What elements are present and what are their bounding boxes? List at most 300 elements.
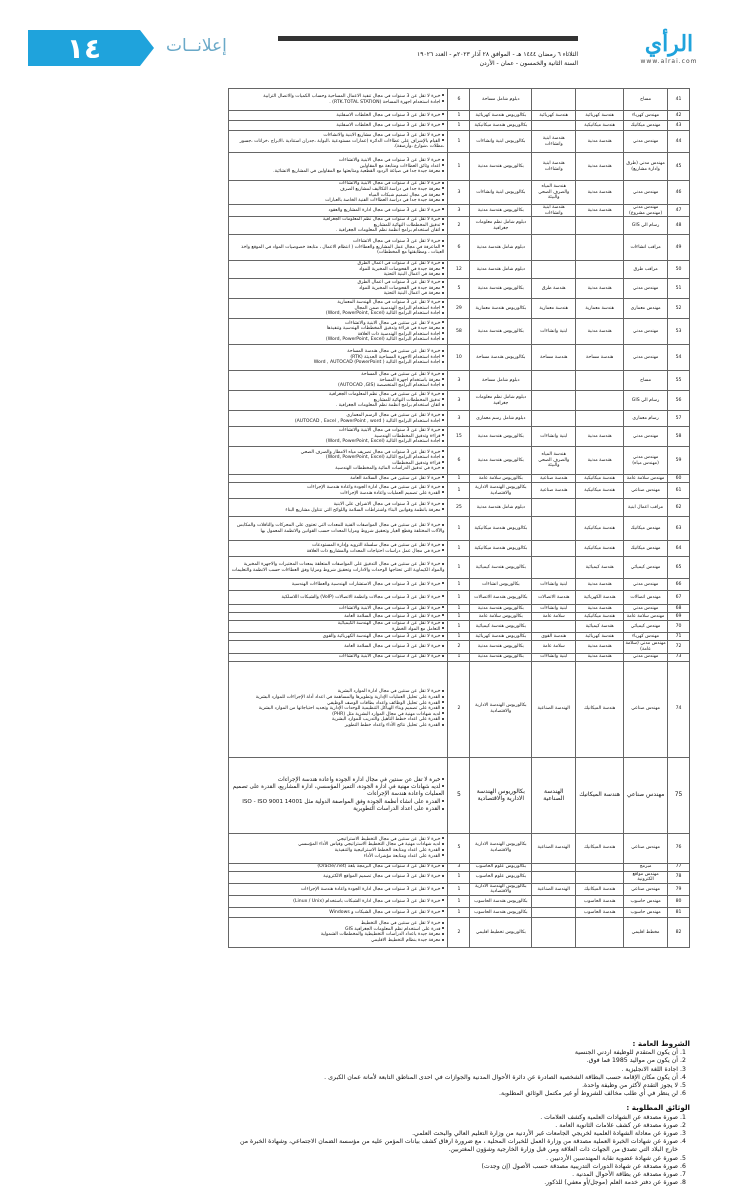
vacancy-count: 58 <box>448 319 470 345</box>
specialization: هندسة الميكانيك <box>576 883 624 895</box>
job-title: مهندس ميكانيك <box>624 541 668 557</box>
qualification: دبلوم شامل نظم معلومات جغرافية <box>470 217 532 235</box>
requirement-line <box>231 523 444 534</box>
vacancy-count: 12 <box>448 261 470 279</box>
specialization: هندسة ميكانيكية <box>576 517 624 541</box>
qualification: بكالوريوس هندسة مساحة <box>470 345 532 371</box>
requirement-text: اجادة استخدام البرامج التالية (Word, PowerPoint, Excel) <box>325 455 441 461</box>
requirement-text: خبرة لا تقل عن 3 سنوات في مجال ادارة الشبكات باستخدام (Linux / Unix) <box>293 898 441 904</box>
table-row <box>229 833 690 863</box>
row-number: 45 <box>668 153 690 181</box>
qualification: بكالوريوس هندسة الاتصالات <box>470 591 532 605</box>
vacancy-count: 1 <box>448 621 470 633</box>
bullet-icon <box>442 373 444 375</box>
bullet-icon <box>442 456 444 458</box>
bullet-icon <box>442 208 444 210</box>
specialization: هندسة مدنية <box>576 181 624 205</box>
requirement-text: خبرة لا تقل عن ستتين في مجال الابنية والانشاءات <box>344 320 441 326</box>
job-title: مهندس مدني (طرق وادارة مشاريع) <box>624 153 668 181</box>
requirement-line <box>231 614 444 620</box>
table-row <box>229 111 690 121</box>
table-row <box>229 475 690 483</box>
sub-specialization: هندسة مساحة <box>532 345 576 371</box>
bullet-icon <box>442 563 444 565</box>
requirement-text: اجادة استخدام البرامج التالية (Word, PowerPoint, Excel) <box>325 439 441 445</box>
job-requirements <box>229 871 448 883</box>
job-title: مهندس مدني <box>624 427 668 447</box>
job-title: مهندس مدني <box>624 579 668 591</box>
specialization: هندسة مدنية <box>576 653 624 661</box>
requirement-line <box>231 723 444 729</box>
qualification: بكالوريوس هندسة مدنية <box>470 279 532 299</box>
specialization <box>576 411 624 427</box>
requirement-text: اجادة استخدام الاجهزة المساحية الحديثة (RTK) <box>350 354 441 360</box>
bullet-icon <box>442 778 444 780</box>
job-title: مهندس كيميائي <box>624 621 668 633</box>
table-row <box>229 205 690 217</box>
job-requirements <box>229 917 448 947</box>
job-title: مهندس مدني <box>624 279 668 299</box>
job-requirements <box>229 319 448 345</box>
specialization: هندسة كيميائية <box>576 621 624 633</box>
requirement-line <box>231 938 444 944</box>
bullet-icon <box>442 690 444 692</box>
general-condition-item: 6. لن ينظر في أي طلب مخالف للشروط أو غير مكتمل الوثائق المطلوبة. <box>232 1090 678 1098</box>
qualification: دبلوم شامل مساحة <box>470 89 532 111</box>
job-title: مساح <box>624 371 668 391</box>
requirement-text: خبرة لا تقل عن 3 سنوات في مجال البرمجة بلغة (Oracle/.net) <box>317 864 441 870</box>
job-requirements <box>229 557 448 579</box>
bullet-icon <box>442 865 444 867</box>
bullet-icon <box>442 327 444 329</box>
vacancy-count: 6 <box>448 447 470 475</box>
row-number: 69 <box>668 613 690 621</box>
sub-specialization: ابنية وانشاءات <box>532 579 576 591</box>
requirement-line <box>231 887 444 893</box>
sub-specialization: هندسة ابنية وانشاءات <box>532 205 576 217</box>
bullet-icon <box>442 321 444 323</box>
requirement-line <box>231 360 444 366</box>
sub-specialization: سلامة عامة <box>532 613 576 621</box>
row-number: 82 <box>668 917 690 947</box>
sub-specialization <box>532 371 576 391</box>
specialization: هندسة مدنية <box>576 319 624 345</box>
bullet-icon <box>442 544 444 546</box>
bullet-icon <box>442 450 444 452</box>
bullet-icon <box>442 306 444 308</box>
requirement-text: خبرة لا تقل عن 3 سنوات في مجالات وانظمة الاتصالات (VoIP) والشبكات اللاسلكية <box>281 594 441 600</box>
row-number: 79 <box>668 883 690 895</box>
requirement-text: خبرة لا تقل عن 3 سنوات في مجال ادارة المشاريع والعقود <box>328 207 441 213</box>
requirement-text: خبرة في تدقيق الدراسات المائية والمخططات الهندسية <box>335 466 441 472</box>
row-number: 78 <box>668 871 690 883</box>
qualification: بكالوريوس هندسة مدنية <box>470 153 532 181</box>
requirement-line <box>231 311 444 317</box>
requirement-line <box>231 245 444 256</box>
job-title: مهندس حاسوب <box>624 895 668 907</box>
job-requirements <box>229 371 448 391</box>
general-conditions-list <box>232 1049 678 1098</box>
job-requirements <box>229 299 448 319</box>
qualification: بكالوريوس هندسة مدنية <box>470 447 532 475</box>
bullet-icon <box>442 123 444 125</box>
specialization <box>576 89 624 111</box>
requirement-text: القدرة على اعداد ومتابعة الخطط الاستراتيجية والتنفيذية <box>334 848 441 854</box>
table-row <box>229 121 690 131</box>
sub-specialization <box>532 121 576 131</box>
table-row <box>229 871 690 883</box>
sub-specialization <box>532 411 576 427</box>
requirement-line <box>231 606 444 612</box>
table-row <box>229 427 690 447</box>
vacancy-count: 2 <box>448 217 470 235</box>
required-document-item: 6. صورة مصدقة عن شهادة الدورات التدريبية مصدقة حسب الأصول (إن وجدت) <box>232 1163 678 1171</box>
requirement-text: القدرة على تحليل الوظائف واعداد بطاقات الوصف الوظيفي <box>327 700 441 706</box>
table-row <box>229 621 690 633</box>
specialization: هندسة مدنية <box>576 447 624 475</box>
row-number: 76 <box>668 833 690 863</box>
bullet-icon <box>442 218 444 220</box>
qualification: دبلوم شامل رسم معماري <box>470 411 532 427</box>
table-row <box>229 371 690 391</box>
table-row <box>229 89 690 111</box>
requirement-line <box>231 198 444 204</box>
row-number: 47 <box>668 205 690 217</box>
row-number: 55 <box>668 371 690 391</box>
requirement-line <box>231 476 444 482</box>
vacancy-count: 2 <box>448 917 470 947</box>
job-title: رسام الي GIS <box>624 217 668 235</box>
requirement-text: التعامل مع المواد الخطرة <box>392 626 441 632</box>
requirement-line <box>231 337 444 343</box>
specialization: هندسة ميكانيكية <box>576 121 624 131</box>
requirement-text: لديه شهادات مهنية في مجال التخطيط الاستراتيجي وقياس الأداء المؤسسي <box>298 842 441 848</box>
requirement-text: خبرة لا تقل عن 3 سنوات في مجال الابنية والانشاءات <box>338 605 441 611</box>
bullet-icon <box>442 627 444 629</box>
qualification: دبلوم شامل نظم معلومات جغرافية <box>470 391 532 411</box>
vacancy-count: 1 <box>448 633 470 641</box>
table-row <box>229 235 690 261</box>
vacancy-count: 3 <box>448 411 470 427</box>
row-number: 65 <box>668 557 690 579</box>
section-title: إعلانــات <box>166 36 227 56</box>
job-requirements <box>229 633 448 641</box>
table-row <box>229 541 690 557</box>
row-number: 62 <box>668 499 690 517</box>
job-requirements <box>229 863 448 871</box>
requirement-line <box>231 864 444 870</box>
requirement-text: خبرة لا تقل عن سنتين في مجال سلسلة التزويد وإدارة المستودعات <box>311 543 441 549</box>
bullet-icon <box>442 491 444 493</box>
job-requirements <box>229 235 448 261</box>
job-requirements <box>229 833 448 863</box>
sub-specialization: ابنية وانشاءات <box>532 653 576 661</box>
specialization: هندسة ميكانيكية <box>576 541 624 557</box>
specialization <box>576 391 624 411</box>
requirement-text: القدرة على تصميم العمليات واعادة هندسة الإجراءات <box>340 490 441 496</box>
requirement-text: القيام بالإشراف على عطاءات الدائرة (عمارات مستودعية ،البوابة ،جدران استنادية ،الابراج ،خزانات ،جسور ،مظلات ،شوارع ،وأرصفة). <box>239 138 445 150</box>
requirement-text: اجادة استخدام البرامج التالية ( Word , AUTOCAD (PowerPoint <box>313 360 441 366</box>
job-title: مهندس صناعي <box>624 483 668 499</box>
job-requirements <box>229 447 448 475</box>
requirement-text: اتقان استخدام برامج انظمة نظم المعلومات الجغرافية . <box>335 228 441 234</box>
job-title: مهندس مدني <box>624 653 668 661</box>
job-requirements <box>229 181 448 205</box>
row-number: 71 <box>668 633 690 641</box>
page-header <box>28 30 702 74</box>
sub-specialization: هندسة القوى <box>532 633 576 641</box>
bullet-icon <box>442 476 444 478</box>
requirement-text: خبرة لا تقل عن سنتين في مجال نظم المعلومات الجغرافية <box>329 392 441 398</box>
requirement-text: اجادة استخدام البرامج المتخصصة (AUTOCAD ,GIS) <box>338 383 441 389</box>
requirement-text: اجادة استخدام البرامج الهندسية ذات العلاقة <box>357 331 441 337</box>
requirement-text: خبرة لا تقل عن سنتين في مجال التخطيط <box>360 921 441 927</box>
job-title: مهندس صناعي <box>624 833 668 863</box>
requirement-text: معرفة جيدة بنظام التخطيط الاقليمي <box>370 938 441 944</box>
requirement-line <box>231 806 444 813</box>
bullet-icon <box>442 393 444 395</box>
sub-specialization: هندسة المياه والصرف الصحي والبيئة <box>532 181 576 205</box>
bullet-icon <box>442 187 444 189</box>
requirement-text: خبرة لا تقل عن 3 سنوات في مجال الهندسة المعمارية <box>337 300 441 306</box>
bullet-icon <box>442 635 444 637</box>
qualification: بكالوريوس تخطيط اقليمي <box>470 917 532 947</box>
required-document-item: 2. صورة مصدقة عن كشف علامات الثانوية العامة . <box>232 1122 678 1130</box>
bullet-icon <box>442 384 444 386</box>
specialization <box>576 217 624 235</box>
requirement-text: الماعرفة في مجال عمل المشاريع والعطاءات ( انتظام الاعمال ، متابعة خصوصيات المواد في الموقع واخذ العينات ، ومطابقتها مع المخططات) <box>241 244 445 256</box>
table-row <box>229 605 690 613</box>
qualification: بكالوريوس سلامة عامة <box>470 475 532 483</box>
requirement-line <box>231 784 444 799</box>
sub-specialization: الهندسة الصناعية <box>532 883 576 895</box>
requirement-text: اجادة استخدام البرامج التالية (Word, PowerPoint, Excel) <box>325 311 441 317</box>
general-condition-item: 4. أن يكون مكان الإقامة حسب البطاقة الشخصية الصادرة عن دائرة الأحوال المدنية والجوازات في احدى المناطق التابعة لأمانة عمان الكبرى . <box>232 1074 678 1082</box>
table-row <box>229 917 690 947</box>
requirement-text: خبرة لا تقل عن 3 سنوات في مجال الهندسة الكيميائية <box>337 621 441 627</box>
job-title: مهندس اتصالات <box>624 591 668 605</box>
required-document-item: 7. صورة مصدقة عن بطاقة الأحوال المدنية . <box>232 1171 678 1179</box>
job-requirements <box>229 475 448 483</box>
bullet-icon <box>442 503 444 505</box>
requirement-text: خبرة لا تقل عن سنتين في مجال ادارة الموارد البشرية <box>337 689 441 695</box>
sub-specialization <box>532 907 576 917</box>
job-requirements <box>229 541 448 557</box>
requirement-line <box>231 272 444 278</box>
bullet-icon <box>442 467 444 469</box>
specialization <box>576 863 624 871</box>
requirement-text: خبرة لا تقل عن 3 سنوات في مجال الخلطات الاسفلتية <box>336 122 441 128</box>
bullet-icon <box>442 622 444 624</box>
requirement-line <box>231 169 444 175</box>
qualification: بكالوريوس هندسة الحاسوب <box>470 907 532 917</box>
job-title: مهندس مواقع الكترونية <box>624 871 668 883</box>
sub-specialization: ابنية وانشاءات <box>532 605 576 613</box>
job-title: مهندس مدني (سلامة عامة) <box>625 641 666 652</box>
vacancy-count: 1 <box>448 871 470 883</box>
table-row <box>229 591 690 605</box>
vacancy-count: 25 <box>448 499 470 517</box>
bullet-icon <box>442 508 444 510</box>
job-title: رسام الي GIS <box>624 391 668 411</box>
vacancies-table-body <box>229 89 690 948</box>
requirement-text: القدرة على اعداد الدراسات التطويرية <box>353 806 441 813</box>
bullet-icon <box>442 800 444 802</box>
requirement-line <box>231 799 444 806</box>
qualification: بكالوريوس هندسة معمارية <box>470 299 532 319</box>
general-condition-item: 2. أن يكون من مواليد 1985 فما فوق. <box>232 1057 678 1065</box>
requirement-text: خبرة لا تقل عن 3 سنوات في مجال السلامة العامة <box>344 613 441 619</box>
sub-specialization <box>532 621 576 633</box>
requirement-line <box>231 595 444 601</box>
bullet-icon <box>442 910 444 912</box>
qualification: بكالوريوس هندسة مدنية <box>470 319 532 345</box>
requirement-text: قدرة على استخدام نظم المعلومات الجغرافية GIS <box>345 926 441 932</box>
required-document-item: 4. صورة عن شهادات الخبرة العملية مصدقة من وزارة العمل للخبرات المحلية ، مع ضرورة ارفاق كشف بيانات المؤمن عليه من مؤسسة الضمان الاجتماعي، وشهادة الخبرة من خارج البلاد التي تصدق من الجهات ذات العلاقة ومن قبل وزارة الخارجية وشؤون المغتربين. <box>232 1138 678 1154</box>
vacancy-count: 1 <box>448 557 470 579</box>
specialization: هندسة مدنية <box>576 641 624 653</box>
table-row <box>229 319 690 345</box>
row-number: 58 <box>668 427 690 447</box>
job-requirements <box>229 279 448 299</box>
row-number: 64 <box>668 541 690 557</box>
row-number: 73 <box>668 653 690 661</box>
specialization: هندسة كهربائية <box>576 633 624 641</box>
qualification: بكالوريوس هندسة ميكانيكية <box>470 541 532 557</box>
sub-specialization: هندسة صناعية <box>532 475 576 483</box>
row-number: 42 <box>668 111 690 121</box>
requirement-text: خبرة لا تقل عن 3 سنوات في اعمال الطرق <box>357 261 441 267</box>
sub-specialization <box>532 917 576 947</box>
specialization: هندسة كيميائية <box>576 557 624 579</box>
requirement-text: اتقان استخدام برامج انظمة نظم المعلومات الجغرافية . <box>335 403 441 409</box>
table-row <box>229 261 690 279</box>
vacancy-count: 5 <box>448 279 470 299</box>
qualification: بكالوريوس هندسة كهربائية <box>470 111 532 121</box>
qualification: دبلوم شامل مساحة <box>470 371 532 391</box>
requirement-text: القدرة على تحليل نتائج الأداء واعداد خطط التطوير <box>344 723 441 729</box>
bullet-icon <box>442 193 444 195</box>
sub-specialization <box>532 557 576 579</box>
job-title: مهندس كهرباء <box>624 111 668 121</box>
requirement-text: معرفة جيدة جدا في دراسة العطاءات الفنية الخاصة بالعبارات <box>325 198 441 204</box>
job-title: مهندس مدني <box>624 345 668 371</box>
specialization <box>576 917 624 947</box>
job-requirements <box>229 111 448 121</box>
requirement-line <box>231 874 444 880</box>
job-requirements <box>229 757 448 833</box>
job-requirements <box>229 391 448 411</box>
bullet-icon <box>442 614 444 616</box>
job-title: مهندس سلامة عامة <box>624 475 668 483</box>
bullet-icon <box>442 549 444 551</box>
bullet-icon <box>442 582 444 584</box>
qualification: بكالوريوس الهندسة الادارية والاقتصادية <box>470 661 532 757</box>
requirement-line <box>231 582 444 588</box>
row-number: 66 <box>668 579 690 591</box>
bullet-icon <box>442 361 444 363</box>
sub-specialization: سلامة عامة <box>532 641 576 653</box>
row-number: 61 <box>668 483 690 499</box>
bullet-icon <box>442 606 444 608</box>
bullet-icon <box>442 170 444 172</box>
specialization <box>576 871 624 883</box>
bullet-icon <box>442 645 444 647</box>
bullet-icon <box>442 229 444 231</box>
qualification: بكالوريوس هندسة مدنية <box>470 205 532 217</box>
requirement-line <box>231 549 444 555</box>
job-requirements <box>229 661 448 757</box>
bullet-icon <box>442 312 444 314</box>
bullet-icon <box>442 378 444 380</box>
requirement-line <box>231 644 444 650</box>
row-number: 48 <box>668 217 690 235</box>
requirement-text: اعداد وثائق العطاءات ومتابعة مع المقاولين <box>359 163 441 169</box>
job-requirements <box>229 411 448 427</box>
bullet-icon <box>442 404 444 406</box>
job-title: رسام معماري <box>624 411 668 427</box>
sub-specialization: الهندسة الصناعية <box>532 757 576 833</box>
requirement-text: قراءة وتدقيق المخططات <box>392 460 441 466</box>
table-row <box>229 217 690 235</box>
job-title: مهندس سلامة عامة <box>624 613 668 621</box>
requirement-text: القدرة على انشاء أنظمة الجودة وفق المواصفة الدولية مثل ISO - ISO 9001 14001 <box>242 798 441 805</box>
specialization: هندسة ميكانيكية <box>576 475 624 483</box>
vacancy-count: 10 <box>448 345 470 371</box>
requirement-text: معرفة جيدة جدا في دراسة التكاليف لمشاريع الصرف <box>339 186 441 192</box>
requirement-line <box>231 634 444 640</box>
qualification: بكالوريوس هندسة كهربائية <box>470 633 532 641</box>
bullet-icon <box>442 887 444 889</box>
specialization: هندسة مدنية <box>576 131 624 153</box>
dateline-year: السنة الثانية والخمسون - عمان - الأردن <box>479 60 578 67</box>
job-requirements <box>229 621 448 633</box>
requirement-text: خبرة لا تقل عن سنتين في مجال هندسة المساحة <box>347 349 441 355</box>
job-title: مهندس مدني (مهندس مشروع) <box>624 205 668 217</box>
qualification: بكالوريوس انشاءات <box>470 579 532 591</box>
requirement-line <box>231 466 444 472</box>
bullet-icon <box>442 933 444 935</box>
job-requirements <box>229 641 448 653</box>
requirement-text: خبرة في مجال عمل دراسات احتياجات المعدات والمشاريع ذات العلاقة <box>306 548 441 554</box>
row-number: 81 <box>668 907 690 917</box>
job-title: مهندس معماري <box>624 299 668 319</box>
bullet-icon <box>442 808 444 810</box>
vacancy-count: 2 <box>448 661 470 757</box>
requirement-line <box>231 139 444 150</box>
required-document-item: 8. صورة عن دفتر خدمة العلم (موجل/أو معفي) للذكور. <box>232 1179 678 1187</box>
sub-specialization: الهندسة الصناعية <box>532 833 576 863</box>
job-requirements <box>229 217 448 235</box>
requirement-text: لديه شهادات مهنية في ادارة الجودة، التميز المؤسسي، ادارة المشاريع، القدرة على تصميم العمليات واعادة هندسة الإجراءات <box>232 783 445 798</box>
table-row <box>229 661 690 757</box>
table-row <box>229 153 690 181</box>
requirement-text: خبرة لا تقل عن 3 سنوات في مجال الابنية والانشاءات <box>338 158 441 164</box>
table-row <box>229 907 690 917</box>
bullet-icon <box>442 785 444 787</box>
job-title: مهندس صناعي <box>624 661 668 757</box>
job-title: مهندس مدني <box>624 181 668 205</box>
requirement-text: خبرة لا تقل عن سنتين في مجال السلامة العامة <box>350 475 441 481</box>
vacancy-count: 1 <box>448 475 470 483</box>
job-requirements <box>229 579 448 591</box>
specialization: هندسة الميكانيك <box>576 833 624 863</box>
table-row <box>229 131 690 153</box>
requirement-text: اجادة استخدام البرامج الهندسية ضمن المجال <box>354 305 441 311</box>
vacancy-count: 1 <box>448 895 470 907</box>
row-number: 43 <box>668 121 690 131</box>
required-documents-title: الوثائق المطلوبة : <box>626 1103 690 1113</box>
